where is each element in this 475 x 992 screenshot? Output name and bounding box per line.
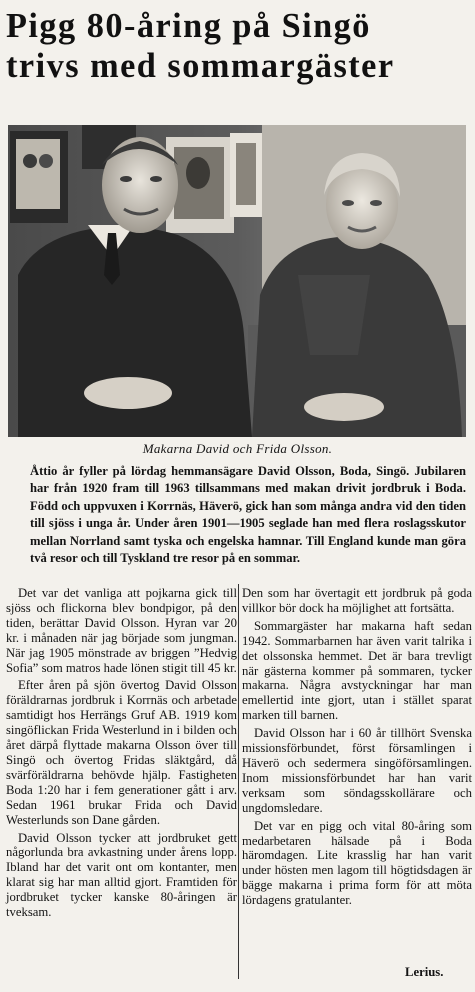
column-divider: [238, 584, 239, 979]
photo-caption: Makarna David och Frida Olsson.: [142, 441, 333, 456]
left-paragraph-2: Efter åren på sjön övertog David Olsson föräldrarnas jordbruk i Korrnäs och arbetade samtidigt hos Herrängs Gruf AB. 1919 kom singöflickan Frida Westerlund in i bilden och året därpå flyttade makarna Olsson över till Singö och övertog Fridas släktgård, då svärföräldrarna behövde hjälp. Fastigheten Boda 1:20 har i fem generationer gått i arv. Sedan 1961 brukar Frida och David Westerlunds son Dane gården.: [6, 678, 237, 827]
lead-paragraph: [30, 463, 466, 567]
couple-photo: [8, 125, 466, 437]
right-paragraph-4: Det var en pigg och vital 80-åring som medarbetaren hälsade på i Boda häromdagen. Lite krasslig har han varit under hösten men lagom till högtidsdagen är bägge makarna i prima form för att möta lördagens gratulanter.: [242, 818, 472, 908]
author-signature: Lerius.: [405, 965, 444, 979]
headline: [6, 6, 463, 86]
left-paragraph-1: Det var det vanliga att pojkarna gick till sjöss och flickorna blev bondpigor, på den tiden, berättar David Olsson. Hyran var 20 kr. i månaden när jag började som jungman. När jag 1905 mönstrade av briggen ”Hedvig Sofia” som matros hade lönen stigit till 45 kr.: [6, 586, 237, 675]
headline-line-1: Pigg 80-åring på Singö: [6, 6, 371, 45]
right-paragraph-2: Sommargäster har makarna haft sedan 1942. Sommarbarnen har även varit talrika i det olssonska hemmet. Det är bara trevligt när gästerna kommer på sommaren, tycker makarna. Några avstyckningar har man emellertid inte gjort, utan i stället sparat marken till barnen.: [242, 618, 472, 723]
right-paragraph-1: Den som har övertagit ett jordbruk på goda villkor bör dock ha möjlighet att fortsätta.: [242, 586, 472, 615]
couple-photo-image: [8, 125, 466, 437]
right-column: [242, 586, 472, 911]
lead-text: Åttio år fyller på lördag hemmansägare David Olsson, Boda, Singö. Jubilaren har från 1920 fram till 1963 tillsammans med makan drivit jordbruk i Boda. Född och uppvuxen i Korrnäs, Häverö, gick han som många andra vid den tiden till sjöss i unga år. Under åren 1901—1905 seglade han med flera roslagsskutor mellan Norrland samt tyska och engelska hamnar. Till England kunde man göra två resor och till Tyskland tre resor på en sommar.: [30, 464, 466, 566]
right-paragraph-3: David Olsson har i 60 år tillhört Svenska missionsförbundet, först församlingen i Häverö och sedermera singöförsamlingen. Inom missionsförbundet har han varit verksam som söndagsskollärare och ungdomsledare.: [242, 726, 472, 815]
left-paragraph-3: David Olsson tycker att jordbruket gett någorlunda bra avkastning under årens lopp. Ibland har det varit ont om kontanter, men klarat sig har man alltid gjort. Framtiden för jordbruket tycker kanske 80-åringen är tveksam.: [6, 830, 237, 920]
left-column: [6, 586, 237, 923]
headline-line-2: trivs med sommargäster: [6, 46, 395, 85]
